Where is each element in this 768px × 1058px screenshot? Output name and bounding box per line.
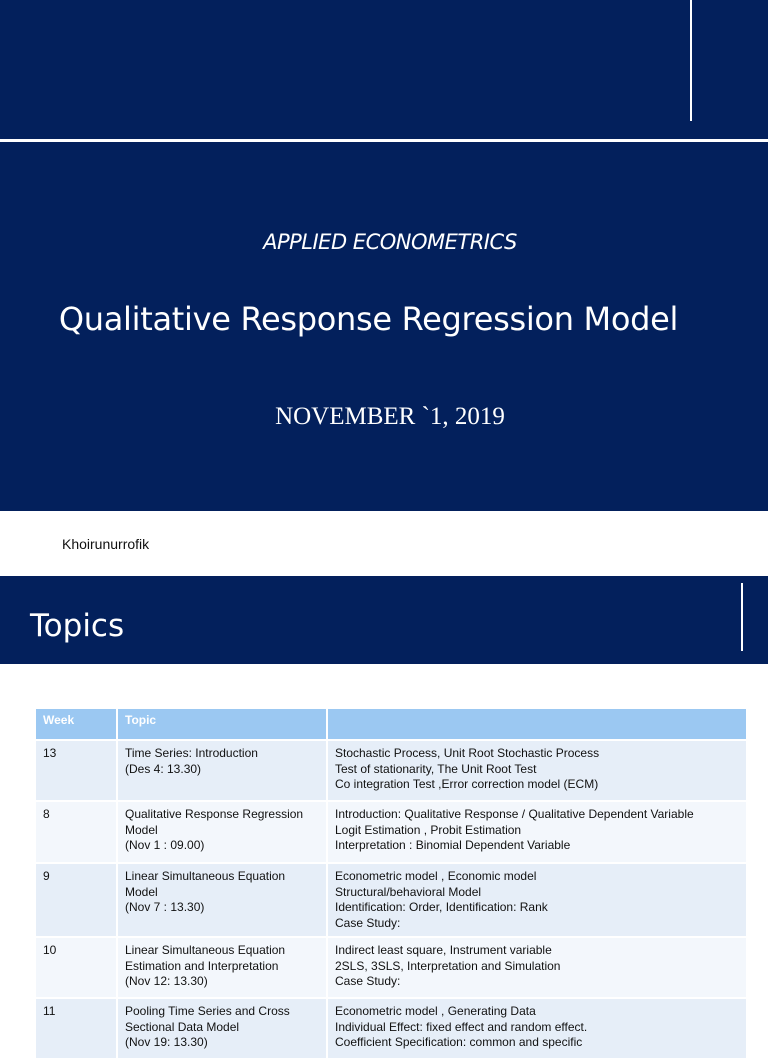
table-row — [36, 863, 747, 937]
horizontal-divider — [0, 139, 768, 142]
topic-line: Qualitative Response Regression — [125, 807, 304, 821]
header-week: Week — [36, 709, 117, 740]
detail-line: Introduction: Qualitative Response / Qualitative Dependent Variable — [335, 807, 694, 821]
topic-cell — [117, 998, 327, 1058]
topic-line: Linear Simultaneous Equation — [125, 943, 286, 957]
title-slide — [0, 0, 768, 511]
presentation-title: Qualitative Response Regression Model — [58, 300, 679, 338]
week-cell: 8 — [36, 801, 117, 863]
detail-line: Identification: Order, Identification: Rank — [335, 900, 548, 914]
header-details — [327, 709, 747, 740]
topic-cell — [117, 801, 327, 863]
course-name: APPLIED ECONOMETRICS — [263, 230, 517, 254]
table-header-row — [36, 709, 747, 740]
topic-line: Estimation and Interpretation — [125, 958, 279, 973]
vertical-divider-topics — [741, 583, 743, 651]
detail-line: Co integration Test ,Error correction model (ECM) — [335, 777, 599, 791]
details-cell — [327, 937, 747, 998]
topic-line: (Des 4: 13.30) — [125, 761, 202, 776]
vertical-divider — [690, 0, 692, 121]
detail-line: Econometric model , Economic model — [335, 869, 537, 883]
table-row — [36, 937, 747, 998]
topic-line: (Nov 12: 13.30) — [125, 974, 208, 988]
topics-table — [36, 709, 748, 1058]
topic-line: (Nov 7 : 13.30) — [125, 900, 205, 914]
week-cell: 9 — [36, 863, 117, 937]
author-name: Khoirunurrofik — [62, 536, 150, 552]
detail-line: Individual Effect: fixed effect and random effect. — [335, 1019, 588, 1034]
topic-line: (Nov 19: 13.30) — [125, 1035, 208, 1049]
table-row — [36, 740, 747, 801]
topic-cell — [117, 863, 327, 937]
detail-line: 2SLS, 3SLS, Interpretation and Simulation — [335, 958, 561, 973]
week-cell: 10 — [36, 937, 117, 998]
detail-line: Interpretation : Binomial Dependent Variable — [335, 838, 571, 852]
detail-line: Case Study: — [335, 915, 401, 930]
detail-line: Case Study: — [335, 974, 401, 988]
week-cell: 11 — [36, 998, 117, 1058]
topic-line: Sectional Data Model — [125, 1019, 240, 1034]
topic-cell — [117, 937, 327, 998]
detail-line: Econometric model , Generating Data — [335, 1004, 536, 1018]
details-cell — [327, 740, 747, 801]
topic-line: Time Series: Introduction — [125, 746, 258, 760]
topic-line: Linear Simultaneous Equation — [125, 869, 286, 883]
details-cell — [327, 863, 747, 937]
table-row — [36, 801, 747, 863]
detail-line: Logit Estimation , Probit Estimation — [335, 822, 522, 837]
title-slide-header-band — [0, 0, 768, 139]
detail-line: Structural/behavioral Model — [335, 884, 482, 899]
topic-cell — [117, 740, 327, 801]
detail-line: Stochastic Process, Unit Root Stochastic Process — [335, 746, 600, 760]
detail-line: Test of stationarity, The Unit Root Test — [335, 761, 537, 776]
week-cell: 13 — [36, 740, 117, 801]
topics-heading: Topics — [30, 608, 125, 644]
topic-line: Pooling Time Series and Cross — [125, 1004, 290, 1018]
details-cell — [327, 801, 747, 863]
detail-line: Coefficient Specification: common and specific — [335, 1035, 583, 1049]
header-topic: Topic — [117, 709, 327, 740]
details-cell — [327, 998, 747, 1058]
detail-line: Indirect least square, Instrument variable — [335, 943, 552, 957]
topic-line: (Nov 1 : 09.00) — [125, 838, 205, 852]
topic-line: Model — [125, 884, 158, 899]
presentation-date: NOVEMBER `1, 2019 — [275, 403, 505, 430]
table-row — [36, 998, 747, 1058]
topic-line: Model — [125, 822, 158, 837]
